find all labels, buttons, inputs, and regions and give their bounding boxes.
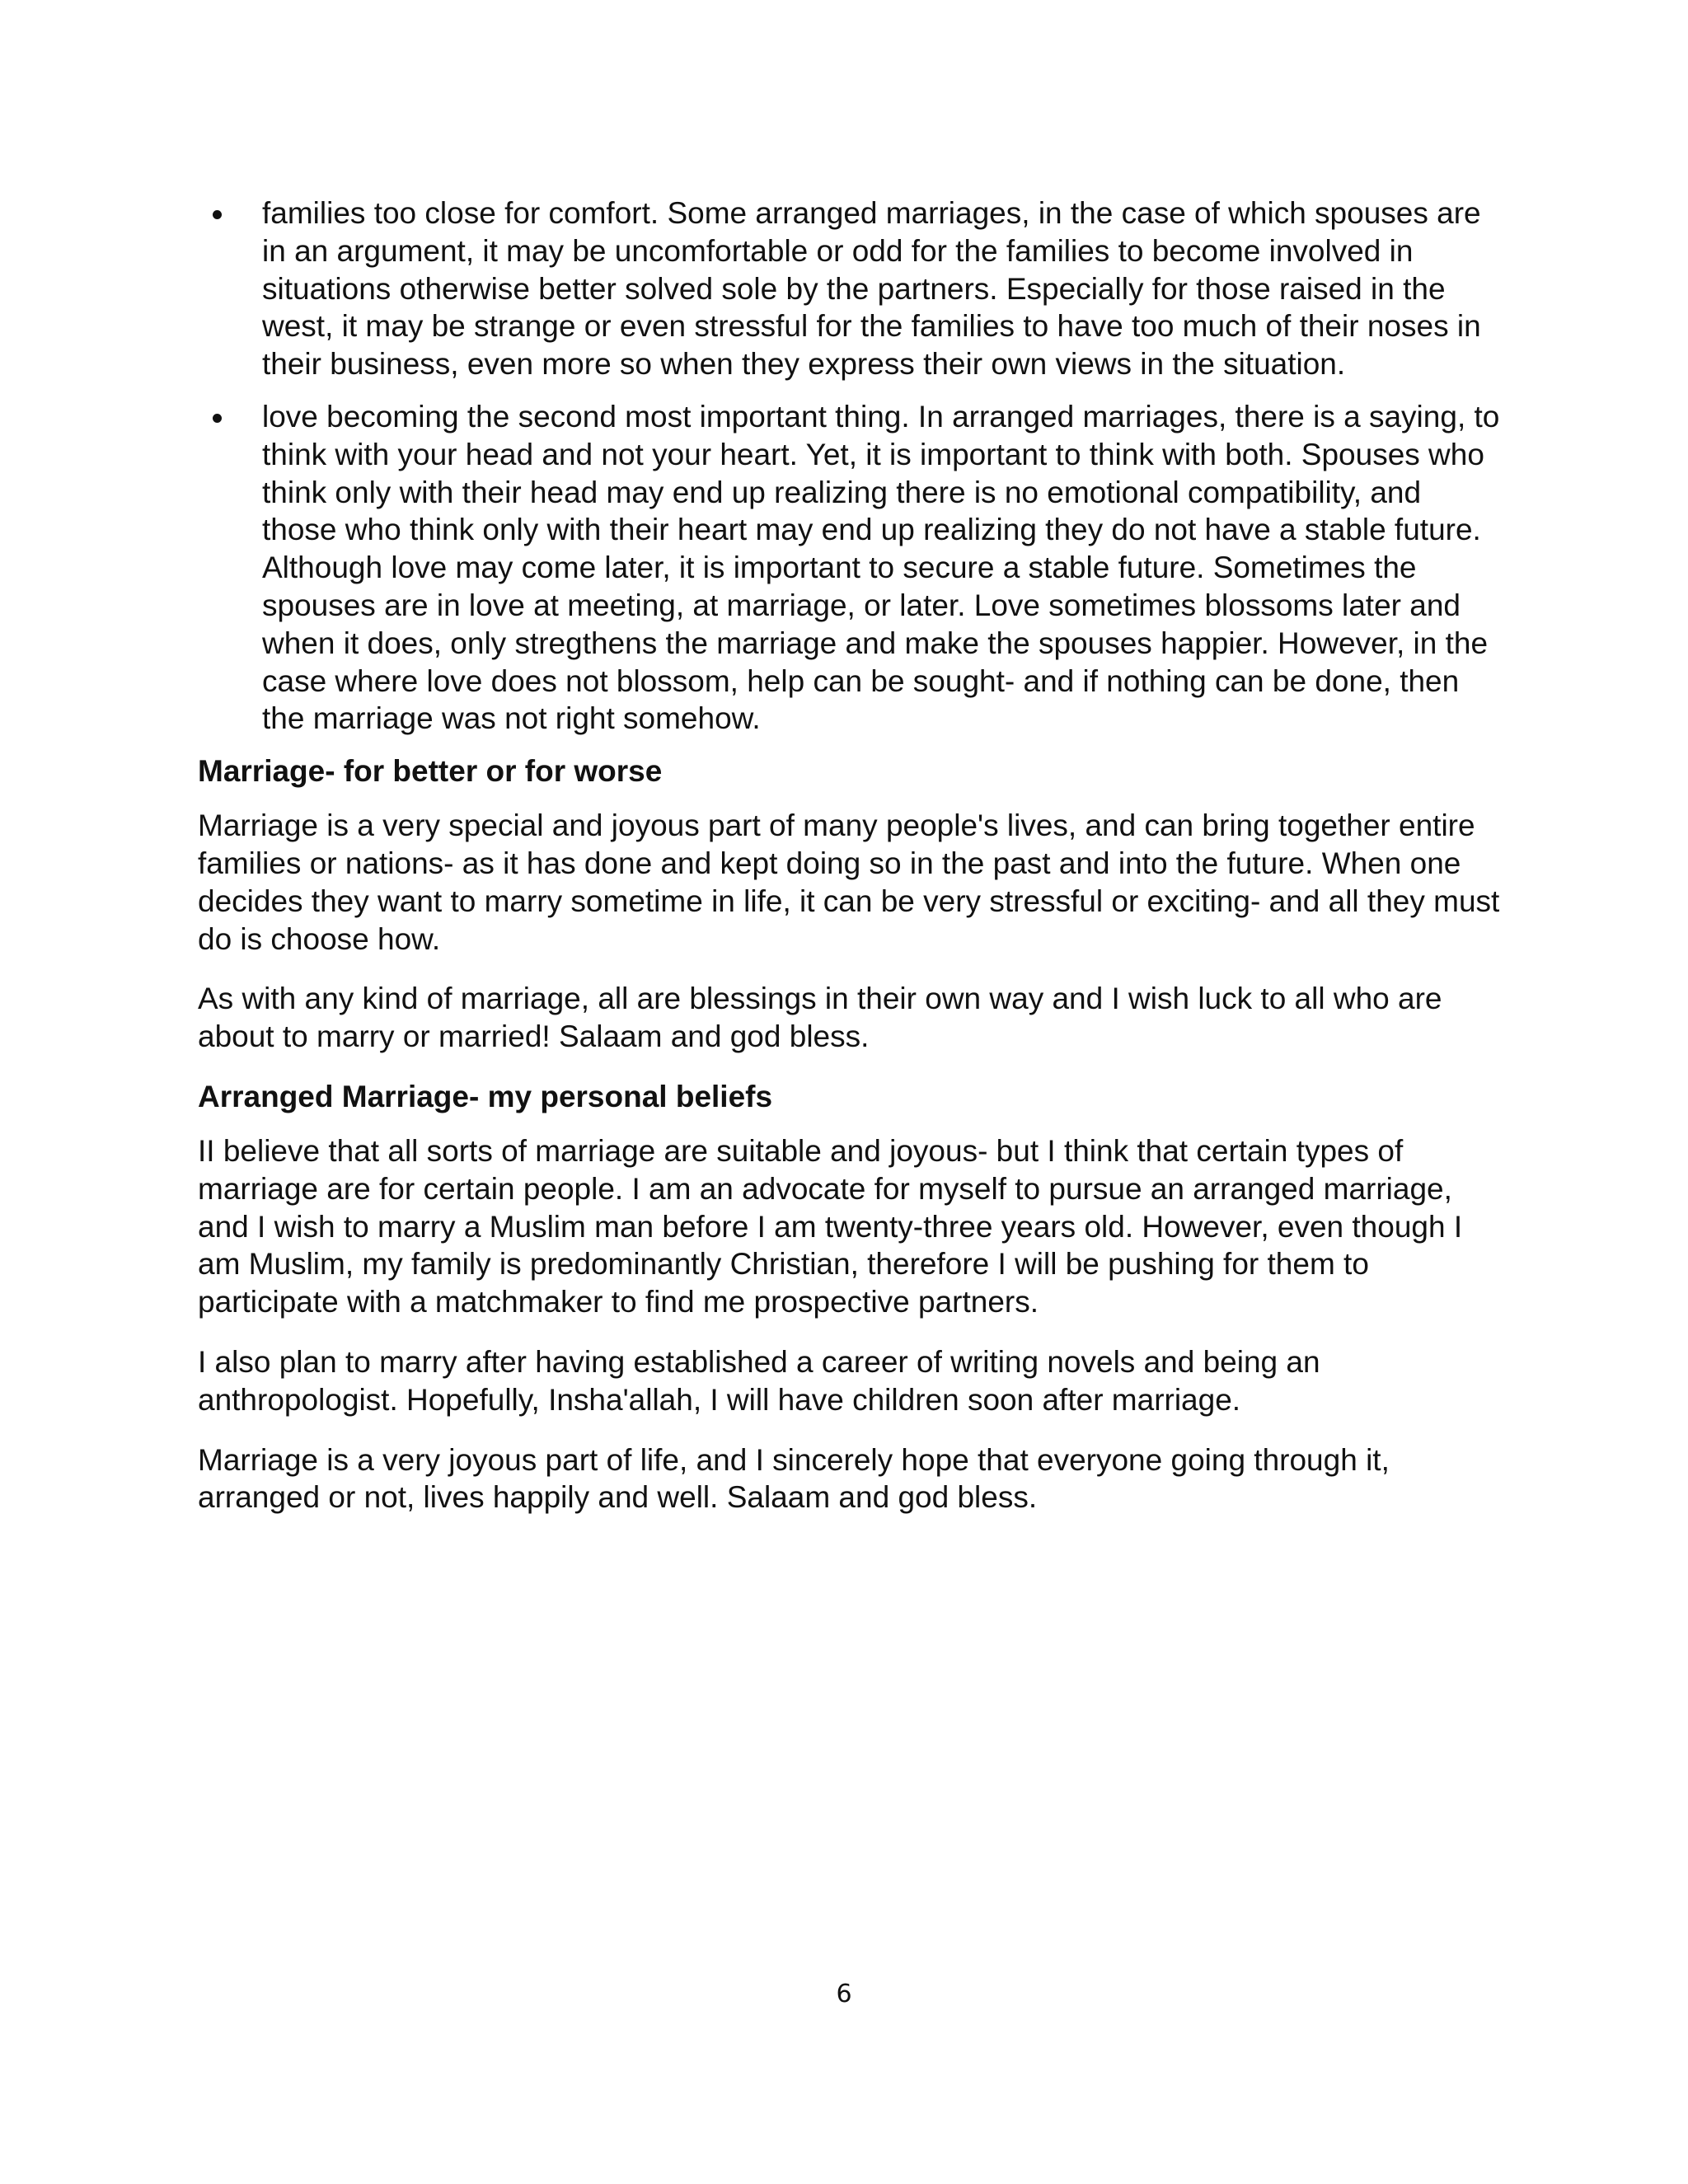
page-number: 6 (836, 1980, 852, 2008)
bullet-list (198, 194, 1500, 738)
paragraph: As with any kind of marriage, all are blessings in their own way and I wish luck to all who are about to marry or married! Salaam and god bless. (198, 982, 1442, 1054)
section-heading: Arranged Marriage- my personal beliefs (198, 1079, 773, 1113)
paragraph: I also plan to marry after having established a career of writing novels and being an anthropologist. Hopefully, Insha'allah, I will have children soon after marriage. (198, 1344, 1320, 1417)
section-heading: Marriage- for better or for worse (198, 754, 663, 789)
list-item-text: families too close for comfort. Some arranged marriages, in the case of which spouses are in an argument, it may be uncomfortable or odd for the families to become involved in situations otherwise better solved sole by the partners. Especially for those raised in the west, it may be strange or even stressful for the families to have too much of their noses in their business, even more so when they express their own views in the situation. (262, 196, 1481, 382)
list-item-text: love becoming the second most important thing. In arranged marriages, there is a saying, to think with your head and not your heart. Yet, it is important to think with both. Spouses who think only with their head may end up realizing there is no emotional compatibility, and those who think only with their heart may end up realizing they do not have a stable future. Although love may come later, it is important to secure a stable future. Sometimes the spouses are in love at meeting, at marriage, or later. Love sometimes blossoms later and when it does, only stregthens the marriage and make the spouses happier. However, in the case where love does not blossom, help can be sought- and if nothing can be done, then the marriage was not right somehow. (262, 399, 1500, 736)
document-body (198, 194, 1500, 1539)
paragraph: Marriage is a very special and joyous part of many people's lives, and can bring together entire families or nations- as it has done and kept doing so in the past and into the future. When one decides they want to marry sometime in life, it can be very stressful or exciting- and all they must do is choose how. (198, 808, 1500, 956)
bullet-icon (213, 210, 222, 219)
paragraph: II believe that all sorts of marriage are suitable and joyous- but I think that certain types of marriage are for certain people. I am an advocate for myself to pursue an arranged marriage, and I wish to marry a Muslim man before I am twenty-three years old. However, even though I am Muslim, my family is predominantly Christian, therefore I will be pushing for them to participate with a matchmaker to find me prospective partners. (198, 1133, 1463, 1319)
list-item (198, 194, 1500, 383)
list-item (198, 398, 1500, 738)
paragraph: Marriage is a very joyous part of life, and I sincerely hope that everyone going through it, arranged or not, lives happily and well. Salaam and god bless. (198, 1442, 1390, 1515)
bullet-icon (213, 414, 222, 423)
